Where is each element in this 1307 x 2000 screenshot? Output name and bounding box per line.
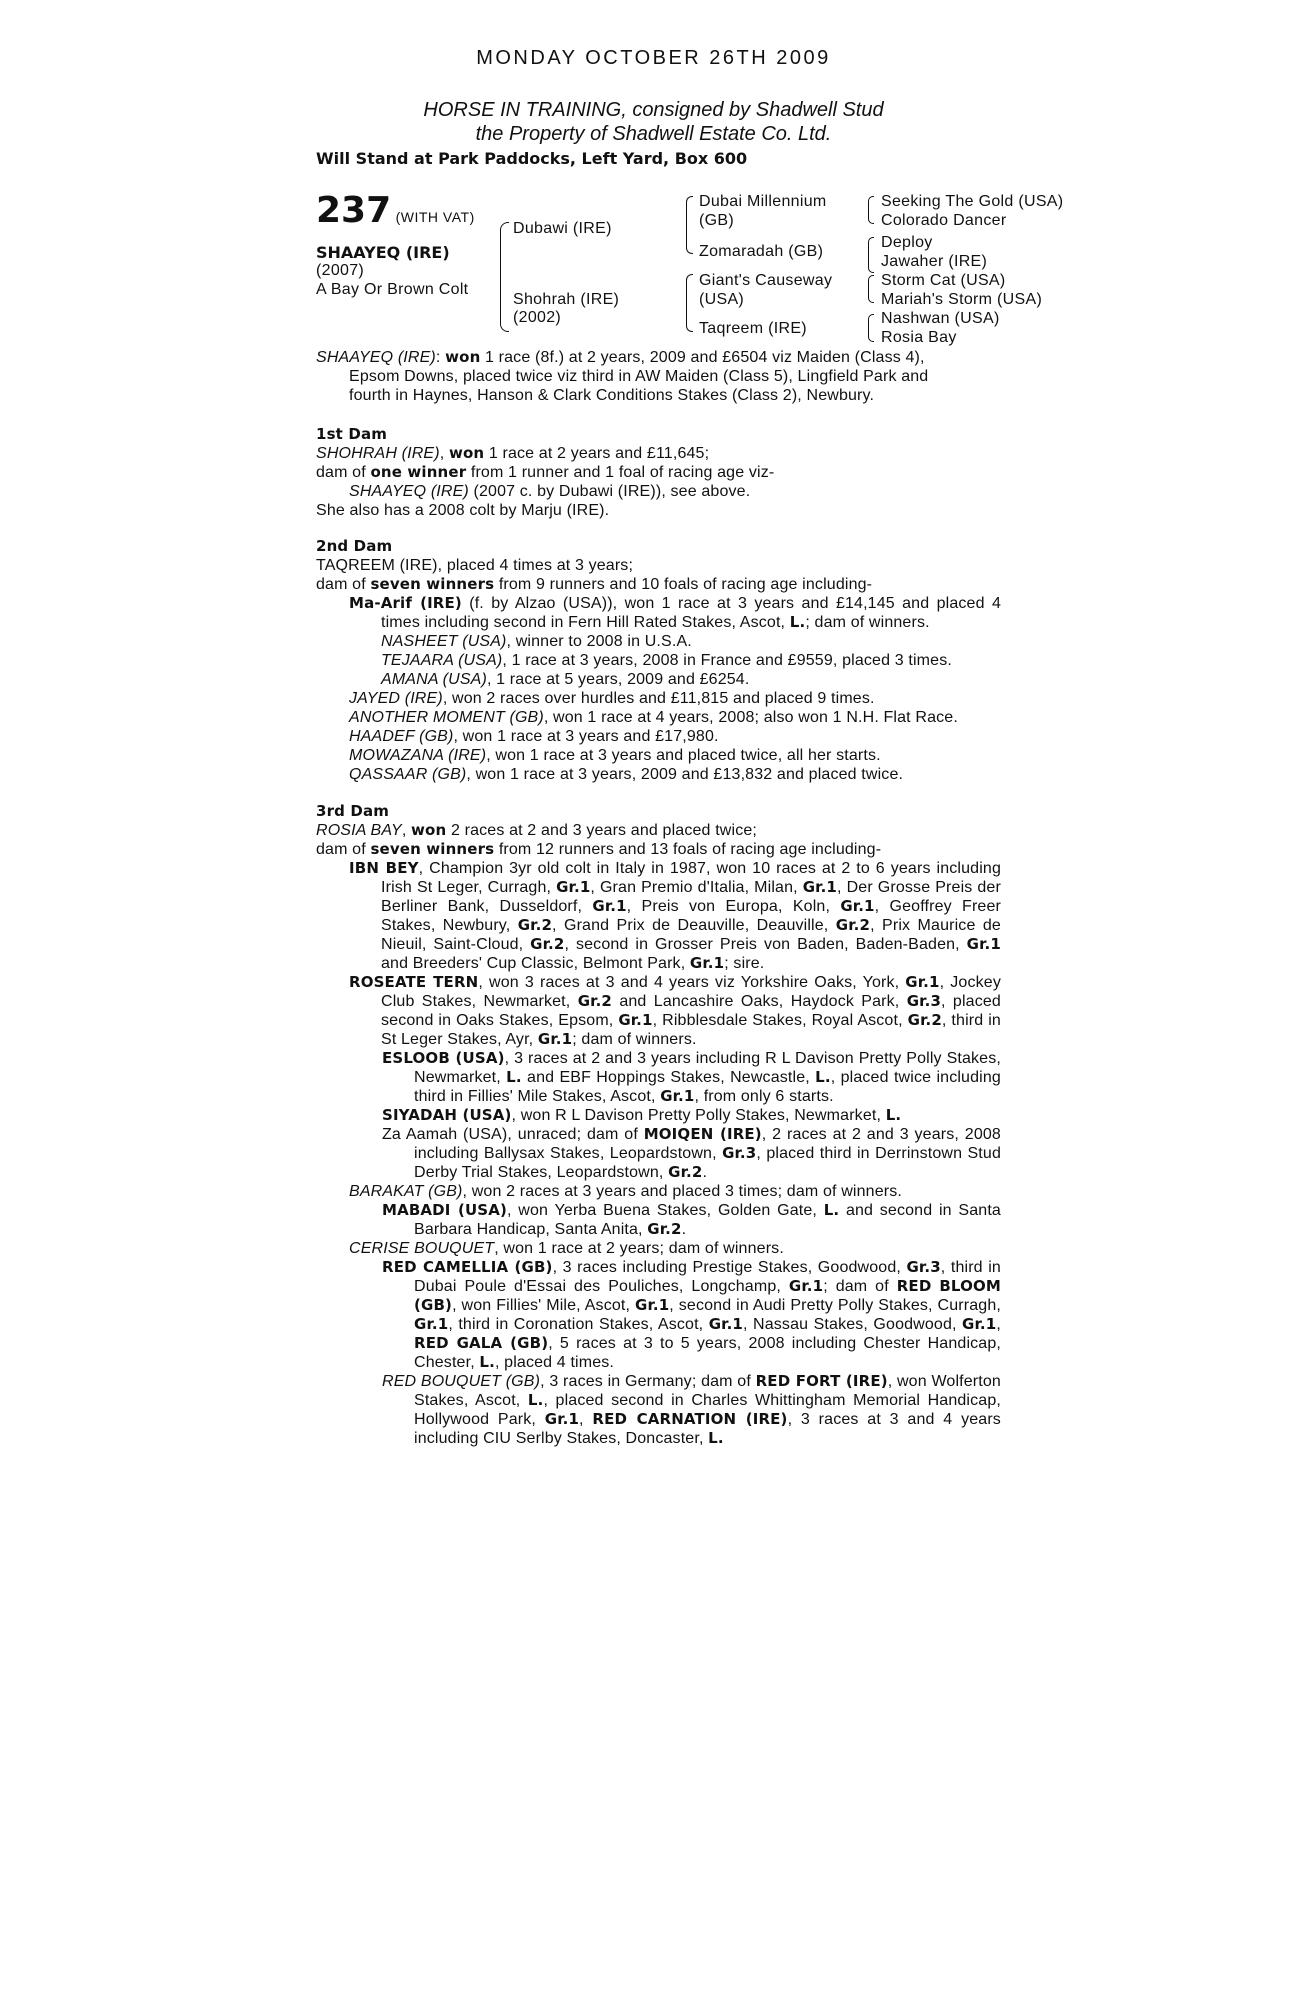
offspring-esloob (316, 1049, 1001, 1106)
esloob-2c: , placed (830, 1069, 889, 1086)
grade-1: Gr.1 (660, 1087, 695, 1105)
roseate-3a: , placed second in Oaks Stakes, Epsom, (381, 993, 1001, 1029)
grade-3: Gr.3 (906, 1258, 941, 1276)
grade-1: Gr.1 (840, 897, 875, 915)
pedigree-dam: Shohrah (IRE) (513, 291, 620, 308)
offspring-maarif (316, 594, 1001, 632)
pedigree-g5: Storm Cat (USA) (881, 272, 1006, 289)
second-dam-winners: seven winners (370, 575, 495, 593)
cerise-bouquet-record: , won 1 race at 2 years; dam of winners. (494, 1240, 784, 1257)
first-dam-heading: 1st Dam (316, 425, 388, 443)
maarif-line-2c: ; dam of winners. (805, 614, 930, 631)
tejaara-record: , 1 race at 3 years, 2008 in France and £9559, placed 3 times. (502, 652, 952, 669)
third-dam-runners: from 12 runners and 13 foals of racing age including- (498, 841, 882, 858)
jayed-record: , won 2 races over hurdles and £11,815 and placed 9 times. (442, 690, 875, 707)
pedigree-dam-dam: Taqreem (IRE) (699, 320, 807, 337)
red-camellia-3c: , second in Audi Pretty Polly (669, 1297, 874, 1314)
ibn-5b: , second in Grosser Preis von (564, 936, 791, 953)
amana-name: AMANA (USA) (381, 671, 487, 688)
grade-1: Gr.1 (592, 897, 627, 915)
pedigree-brace-3c (868, 275, 874, 303)
za-aamah-2b: , placed third in (756, 1145, 870, 1162)
haadef-name: HAADEF (GB) (349, 728, 454, 745)
comma: , (401, 822, 407, 839)
esloob-2a: Stakes, Newmarket, (414, 1050, 1001, 1086)
grade-1: Gr.1 (802, 878, 838, 896)
lot-number-block (316, 190, 475, 231)
first-dam-name: SHOHRAH (IRE) (316, 445, 440, 462)
listed: L. (823, 1201, 840, 1219)
ibn-bey-name: IBN BEY (349, 859, 419, 877)
record-line-3: fourth in Haynes, Hanson & Clark Conditions Stakes (Class 2), Newbury. (349, 387, 875, 404)
red-camellia-5c: , 5 races at 3 to 5 years, (548, 1335, 742, 1352)
barakat-name: BARAKAT (GB) (349, 1183, 463, 1200)
red-camellia-3b: , won Fillies' Mile, Ascot, (452, 1297, 631, 1314)
grade-2: Gr.2 (517, 916, 553, 934)
red-camellia-name: RED CAMELLIA (GB) (382, 1258, 553, 1276)
grade-1: Gr.1 (556, 878, 591, 896)
third-dam-won: won (411, 821, 447, 839)
offspring-siyadah (316, 1106, 1001, 1125)
roseate-1: , won 3 races at 3 and 4 years viz Yorkshire Oaks, York, (478, 974, 900, 991)
third-dam-heading: 3rd Dam (316, 802, 390, 820)
grade-3: Gr.3 (722, 1144, 757, 1162)
pedigree-g2: Colorado Dancer (881, 212, 1007, 229)
red-bouquet-3a: Memorial Handicap, Hollywood Park, (414, 1392, 1001, 1428)
mabadi-name: MABADI (USA) (382, 1201, 508, 1219)
red-carnation-name: RED CARNATION (IRE) (592, 1410, 788, 1428)
red-camellia-4c: , Nassau (743, 1316, 809, 1333)
ibn-2c: , Der (837, 879, 873, 896)
red-camellia-5a: Stakes, Goodwood, (813, 1316, 957, 1333)
third-dam-damof: dam of (316, 841, 366, 858)
lot-number: 237 (316, 190, 392, 231)
roseate-2b: and Lancashire Oaks, Haydock Park, (619, 993, 900, 1010)
ibn-2b: , Gran Premio d'Italia, Milan, (590, 879, 798, 896)
grade-1: Gr.1 (689, 954, 725, 972)
esloob-3a: twice including third in Fillies' Mile Stakes, Ascot, (414, 1069, 1001, 1105)
stand-location: Will Stand at Park Paddocks, Left Yard, Box 600 (316, 149, 748, 168)
grade-3: Gr.3 (906, 992, 942, 1010)
offspring-ibn-bey: IBN BEY, Champion 3yr old colt in Italy in 1987, won 10 races at 2 to 6 years including Irish St Leger, Curragh, Gr.1, Gran Premio d'Italia, Milan, Gr.1, Der Grosse Preis der Berliner Bank, Dusseldorf, Gr.1, Preis von Europa, Koln, Gr.1, Geoffrey Freer Stakes, Newbury, Gr.2, Grand Prix de Deauville, Deauville, Gr.2, Prix Maurice de Nieuil, Saint-Cloud, Gr.2, second in Grosser Preis von Baden, Baden-Baden, Gr.1 and Breeders' Cup Classic, Belmont Park, Gr.1; sire. (349, 859, 1002, 972)
first-dam-runners: from 1 runner and 1 foal of racing age viz- (470, 464, 775, 481)
pedigree-g4: Jawaher (IRE) (881, 253, 988, 270)
red-gala-name: RED GALA (GB) (414, 1334, 549, 1352)
red-camellia-2a: third in Dubai Poule d'Essai des Pouliches, Longchamp, (414, 1259, 1001, 1295)
grade-1: Gr.1 (537, 1030, 573, 1048)
offspring-za-aamah (316, 1125, 1001, 1182)
mabadi-2: Santa Barbara Handicap, Santa Anita, (414, 1202, 1001, 1238)
record-won: won (445, 348, 481, 366)
barakat-record: , won 2 races at 3 years and placed 3 times; dam of winners. (462, 1183, 902, 1200)
pedigree-g3: Deploy (881, 234, 933, 251)
ibn-4b: , Grand Prix de Deauville, Deauville, (552, 917, 829, 934)
offspring-mabadi (316, 1201, 1001, 1239)
pedigree-sire-sire-1: Dubai Millennium (699, 193, 827, 210)
another-moment-name: ANOTHER MOMENT (GB) (349, 709, 544, 726)
third-dam-section (316, 802, 1001, 1448)
offspring-red-camellia: RED CAMELLIA (GB), 3 races including Prestige Stakes, Goodwood, Gr.3, third in Dubai Poule d'Essai des Pouliches, Longchamp, Gr.1; dam of RED BLOOM (GB), won Fillies' Mile, Ascot, Gr.1, second in Audi Pretty Polly Stakes, Curragh, Gr.1, third in Coronation Stakes, Ascot, Gr.1, Nassau Stakes, Goodwood, Gr.1, RED GALA (GB), 5 races at 3 to 5 years, 2008 including Chester Handicap, Chester, L., placed 4 times. (382, 1258, 1001, 1371)
ibn-1: , Champion 3yr old colt in Italy in 1987, won 10 races at 2 to 6 years (418, 860, 931, 877)
siyadah-name: SIYADAH (USA) (382, 1106, 512, 1124)
red-bouquet-4a: races at 3 and 4 years including CIU Serlby Stakes, Doncaster, (414, 1411, 1001, 1447)
jayed-name: JAYED (IRE) (349, 690, 443, 707)
pedigree-g8: Rosia Bay (881, 329, 957, 346)
red-bouquet-1b: , won (887, 1373, 927, 1390)
ibn-5a: , Prix Maurice de Nieuil, Saint-Cloud, (381, 917, 1001, 953)
grade-2: Gr.2 (577, 992, 613, 1010)
pedigree-g6: Mariah's Storm (USA) (881, 291, 1043, 308)
another-moment-record: , won 1 race at 4 years, 2008; also won 1 N.H. Flat Race. (543, 709, 958, 726)
roseate-4c: ; dam of winners. (572, 1031, 697, 1048)
maarif-listed: L. (789, 613, 806, 631)
mowazana-record: , won 1 race at 3 years and placed twice, all her starts. (486, 747, 881, 764)
qassaar-name: QASSAAR (GB) (349, 766, 467, 783)
red-bouquet-3b: , 3 (787, 1411, 810, 1428)
first-dam-record: 1 race at 2 years and £11,645; (488, 445, 710, 462)
offspring-red-bouquet: RED BOUQUET (GB), 3 races in Germany; dam of RED FORT (IRE), won Wolferton Stakes, Ascot, L., placed second in Charles Whittingham Memorial Handicap, Hollywood Park, Gr.1, RED CARNATION (IRE), 3 races at 3 and 4 years including CIU Serlby Stakes, Doncaster, L. (382, 1372, 1001, 1447)
property-line: the Property of Shadwell Estate Co. Ltd. (475, 123, 832, 145)
listed: L. (885, 1106, 902, 1124)
grade-1: Gr.1 (962, 1315, 997, 1333)
pedigree-brace-2a (686, 196, 693, 254)
za-aamah-2a: 2008 including Ballysax Stakes, Leopardstown, (414, 1126, 1001, 1162)
red-camellia-6b: , placed 4 times. (494, 1354, 615, 1371)
first-dam-won: won (448, 444, 485, 462)
listed: L. (708, 1429, 724, 1447)
qassaar-record: , won 1 race at 3 years, 2009 and £13,832 and placed twice. (466, 766, 904, 783)
maarif-name: Ma-Arif (IRE) (349, 594, 462, 612)
pedigree-sire-dam: Zomaradah (GB) (699, 243, 824, 260)
esloob-1: , 3 races at 2 and 3 years including R L Davison Pretty Polly (504, 1050, 942, 1067)
record-horse-name: SHAAYEQ (IRE) (316, 349, 436, 366)
haadef-record: , won 1 race at 3 years and £17,980. (453, 728, 719, 745)
first-dam-winners: one winner (370, 463, 467, 481)
listed: L. (527, 1391, 544, 1409)
listed: L. (506, 1068, 522, 1086)
red-camellia-2b: ; dam of (823, 1278, 889, 1295)
sale-date: MONDAY OCTOBER 26TH 2009 (476, 47, 831, 69)
pedigree-brace-3d (868, 314, 874, 342)
amana-record: , 1 race at 5 years, 2009 and £6254. (486, 671, 750, 688)
maarif-line-2: 4 times including second in Fern Hill Rated Stakes, Ascot, (381, 595, 1001, 631)
period: . (681, 1221, 687, 1238)
record-line-2: Epsom Downs, placed twice viz third in AW Maiden (Class 5), Lingfield Park and (349, 368, 929, 385)
third-dam-record: 2 races at 2 and 3 years and placed twice; (450, 822, 757, 839)
grade-1: Gr.1 (708, 1315, 744, 1333)
roseate-tern-name: ROSEATE TERN (349, 973, 479, 991)
cerise-bouquet-name: CERISE BOUQUET (349, 1240, 495, 1257)
roseate-4b: , third in St Leger Stakes, Ayr, (381, 1012, 1001, 1048)
ibn-6b: and Breeders' Cup Classic, Belmont Park, (381, 955, 686, 972)
za-aamah-a: Za Aamah (USA), unraced; dam of (382, 1126, 638, 1143)
esloob-2b: and EBF Hoppings Stakes, Newcastle, (527, 1069, 810, 1086)
grade-2: Gr.2 (907, 1011, 942, 1029)
red-camellia-1: , 3 races including Prestige Stakes, Goodwood, (552, 1259, 901, 1276)
siyadah-record: , won R L Davison Pretty Polly Stakes, Newmarket, (511, 1107, 882, 1124)
record-line-1: 1 race (8f.) at 2 years, 2009 and £6504 viz Maiden (Class 4), (485, 349, 925, 366)
roseate-3b: , Ribblesdale Stakes, Royal (652, 1012, 854, 1029)
red-camellia-4b: , third in Coronation Stakes, Ascot, (448, 1316, 704, 1333)
pedigree-brace-3b (868, 237, 874, 273)
pedigree-brace-3a (868, 196, 874, 224)
mabadi-1b: and second in (845, 1202, 952, 1219)
second-dam-runners: from 9 runners and 10 foals of racing age including- (498, 576, 873, 593)
tejaara-name: TEJAARA (USA) (381, 652, 503, 669)
red-bloom-name-b: BLOOM (GB) (414, 1277, 1001, 1314)
period: . (702, 1164, 708, 1181)
listed: L. (815, 1068, 831, 1086)
moiqen-name: MOIQEN (IRE) (643, 1125, 762, 1143)
grade-1: Gr.1 (634, 1296, 670, 1314)
pedigree-brace-1 (500, 222, 509, 332)
foaling-year: (2007) (316, 262, 365, 279)
mabadi-1: , won Yerba Buena Stakes, Golden Gate, (507, 1202, 818, 1219)
grade-2: Gr.2 (530, 935, 565, 953)
grade-1: Gr.1 (414, 1315, 449, 1333)
red-camellia-6a: 2008 including Chester Handicap, Chester, (414, 1335, 1001, 1371)
red-bouquet-1: , 3 races in Germany; dam of (540, 1373, 751, 1390)
second-dam-name-line: TAQREEM (IRE), placed 4 times at 3 years; (316, 557, 634, 574)
consignor-line: HORSE IN TRAINING, consigned by Shadwell Stud (423, 99, 884, 121)
second-dam-heading: 2nd Dam (316, 537, 393, 555)
third-dam-winners: seven winners (370, 840, 495, 858)
horse-name: SHAAYEQ (IRE) (316, 243, 450, 262)
za-aamah-3a: Derrinstown Stud Derby Trial Stakes, Leopardstown, (414, 1145, 1001, 1181)
ibn-2a: including Irish St Leger, Curragh, (381, 860, 1001, 896)
first-dam-foal-name: SHAAYEQ (IRE) (349, 483, 469, 500)
red-bouquet-2b: , placed second in Charles Whittingham (543, 1392, 846, 1409)
first-dam-foal-detail: (2007 c. by Dubawi (IRE)), see above. (473, 483, 751, 500)
pedigree-sire-sire-2: (GB) (699, 212, 734, 229)
pedigree-brace-2b (686, 274, 693, 332)
first-dam-damof: dam of (316, 464, 366, 481)
comma: , (996, 1316, 1001, 1333)
offspring-roseate-tern: ROSEATE TERN, won 3 races at 3 and 4 years viz Yorkshire Oaks, York, Gr.1, Jockey Club Stakes, Newmarket, Gr.2 and Lancashire Oaks, Haydock Park, Gr.3, placed second in Oaks Stakes, Epsom, Gr.1, Ribblesdale Stakes, Royal Ascot, Gr.2, third in St Leger Stakes, Ayr, Gr.1; dam of winners. (349, 973, 1001, 1048)
mowazana-name: MOWAZANA (IRE) (349, 747, 487, 764)
pedigree-dam-sire-2: (USA) (699, 291, 745, 308)
ibn-7: sire. (733, 955, 765, 972)
esloob-name: ESLOOB (USA) (382, 1049, 505, 1067)
red-camellia-4a: Stakes, Curragh, (878, 1297, 1001, 1314)
maarif-line-1: (f. by Alzao (USA)), won 1 race at 3 years and £14,145 and placed (469, 595, 985, 612)
grade-1: Gr.1 (544, 1410, 580, 1428)
red-bouquet-name: RED BOUQUET (GB) (382, 1373, 541, 1390)
nasheet-name: NASHEET (USA) (381, 633, 507, 650)
grade-1: Gr.1 (788, 1277, 824, 1295)
grade-2: Gr.2 (647, 1220, 682, 1238)
horse-description: A Bay Or Brown Colt (316, 281, 469, 298)
pedigree-dam-sire-1: Giant's Causeway (699, 272, 833, 289)
pedigree-dam-year: (2002) (513, 309, 562, 326)
esloob-3b: , from only 6 starts. (694, 1088, 834, 1105)
za-aamah-b: , 2 races at 2 and 3 years, (761, 1126, 959, 1143)
grade-1: Gr.1 (905, 973, 940, 991)
roseate-4a: Ascot, (857, 1012, 903, 1029)
grade-2: Gr.2 (668, 1163, 703, 1181)
grade-1: Gr.1 (966, 935, 1001, 953)
red-bouquet-2a: Wolferton Stakes, Ascot, (414, 1373, 1001, 1409)
horse-record: SHAAYEQ (IRE): won 1 race (8f.) at 2 years, 2009 and £6504 viz Maiden (Class 4), Epsom Downs, placed twice viz third in AW Maiden (Class 5), Lingfield Park and fourth in Haynes, Hanson & Clark Conditions Stakes (Class 2), Newbury. (316, 348, 1001, 405)
ibn-4a: Geoffrey Freer Stakes, Newbury, (381, 898, 1002, 934)
grade-2: Gr.2 (835, 916, 871, 934)
red-fort-name: RED FORT (IRE) (755, 1372, 888, 1390)
red-bloom-name-a: RED (896, 1277, 932, 1295)
ibn-3a: Grosse Preis der Berliner Bank, Dusseldorf, (381, 879, 1001, 915)
ibn-6a: Baden, Baden-Baden, (797, 936, 960, 953)
third-dam-name: ROSIA BAY (316, 822, 402, 839)
pedigree-sire: Dubawi (IRE) (513, 220, 612, 237)
listed: L. (479, 1353, 495, 1371)
roseate-2a: Jockey Club Stakes, Newmarket, (381, 974, 1001, 1010)
vat-label: (WITH VAT) (395, 209, 475, 225)
nasheet-record: , winner to 2008 in U.S.A. (506, 633, 692, 650)
grade-1: Gr.1 (618, 1011, 653, 1029)
second-dam-damof: dam of (316, 576, 366, 593)
first-dam-section: 1st Dam SHOHRAH (IRE), won 1 race at 2 years and £11,645; dam of one winner from 1 runner and 1 foal of racing age viz- SHAAYEQ (IRE) (2007 c. by Dubawi (IRE)), see above. She also has a 2008 colt by Marju (IRE). (316, 425, 1001, 520)
pedigree-g1: Seeking The Gold (USA) (881, 193, 1064, 210)
ibn-3b: , Preis von Europa, Koln, (626, 898, 831, 915)
first-dam-note: She also has a 2008 colt by Marju (IRE). (316, 502, 610, 519)
second-dam-section (316, 537, 1001, 784)
pedigree-g7: Nashwan (USA) (881, 310, 1000, 327)
